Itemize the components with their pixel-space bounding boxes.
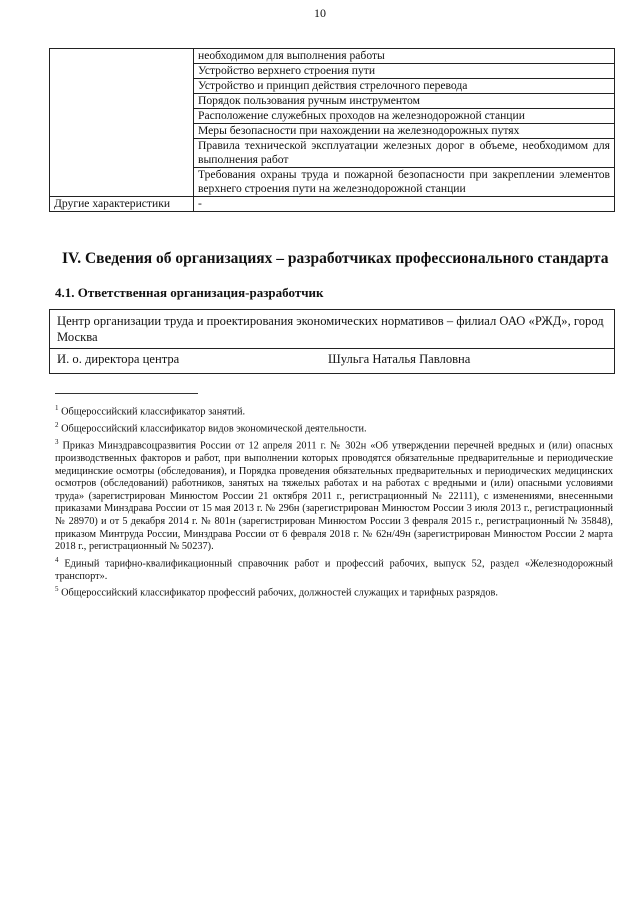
footnote-text: Общероссийский классификатор профессий рабочих, должностей служащих и тарифных разрядов. — [61, 587, 498, 599]
table-cell: Порядок пользования ручным инструментом — [194, 94, 615, 109]
table-cell: Правила технической эксплуатации железных дорог в объеме, необходимом для выполнения работ — [194, 139, 615, 168]
footnote — [55, 554, 613, 584]
organization-name: Центр организации труда и проектирования экономических нормативов – филиал ОАО «РЖД», город Москва — [50, 310, 614, 349]
footnote-mark: 1 — [55, 404, 59, 412]
footnote — [55, 419, 613, 436]
footnote-text: Общероссийский классификатор занятий. — [61, 406, 246, 418]
table-cell: Устройство верхнего строения пути — [194, 64, 615, 79]
footnote — [55, 402, 613, 419]
footnote — [55, 436, 613, 554]
organization-box — [49, 309, 615, 374]
table-cell: Требования охраны труда и пожарной безопасности при закреплении элементов верхнего строения пути на железнодорожной станции — [194, 168, 615, 197]
table-cell: Расположение служебных проходов на железнодорожной станции — [194, 109, 615, 124]
footnote-mark: 2 — [55, 421, 59, 430]
page-number: 10 — [314, 6, 326, 20]
requirements-table — [49, 48, 615, 212]
other-characteristics-value: - — [194, 197, 615, 212]
table-cell: Меры безопасности при нахождении на железнодорожных путях — [194, 124, 615, 139]
other-characteristics-label: Другие характеристики — [50, 197, 194, 212]
table-cell: необходимом для выполнения работы — [194, 49, 615, 64]
footnote-mark: 4 — [55, 555, 59, 564]
footnote-text: Единый тарифно-квалификационный справочник работ и профессий рабочих, выпуск 52, раздел «Железнодорожный транспорт». — [55, 558, 614, 582]
table-cell: Устройство и принцип действия стрелочного перевода — [194, 79, 615, 94]
footnote-divider — [55, 393, 198, 394]
footnote — [55, 583, 613, 600]
director-title: И. о. директора центра — [57, 352, 180, 366]
footnote-mark: 3 — [55, 438, 59, 447]
director-name: Шульга Наталья Павловна — [328, 352, 471, 366]
footnote-mark: 5 — [55, 585, 59, 594]
footnotes — [55, 402, 613, 600]
footnote-text: Приказ Минздравсоцразвития России от 12 апреля 2011 г. № 302н «Об утверждении перечней вредных и (или) опасных производственных факторов и работ, при выполнении которых проводятся обязательные предварительные и периодические медицинские осмотры (обследования), и Порядка проведения обязательных предварительных и периодических медицинских осмотров (обследований) работников, занятых на тяжелых работах и на работах с вредными и (или) опасными условиями труда» (зарегистрирован Минюстом России 21 октября 2011 г., регистрационный № 22111), с изменениями, внесенными приказами Минздрава России от 15 мая 2013 г. № 296н (зарегистрирован Минюстом России 3 июля 2013 г., регистрационный № 28970) и от 5 декабря 2014 г. № 801н (зарегистрирован Минюстом России 3 февраля 2015 г., регистрационный № 35848), приказом Минтруда России, Минздрава России от 6 февраля 2018 г. № 62н/49н (зарегистрирован Минюстом России 2 марта 2018 г., регистрационный № 50237). — [55, 440, 613, 553]
sub-heading: 4.1. Ответственная организация-разработчик — [55, 285, 324, 300]
table-row — [50, 197, 615, 212]
section-heading: IV. Сведения об организациях – разработчиках профессионального стандарта — [62, 250, 609, 267]
table-row — [50, 49, 615, 64]
director-row — [50, 349, 614, 373]
footnote-text: Общероссийский классификатор видов экономической деятельности. — [61, 423, 367, 435]
empty-label-cell — [50, 49, 194, 197]
